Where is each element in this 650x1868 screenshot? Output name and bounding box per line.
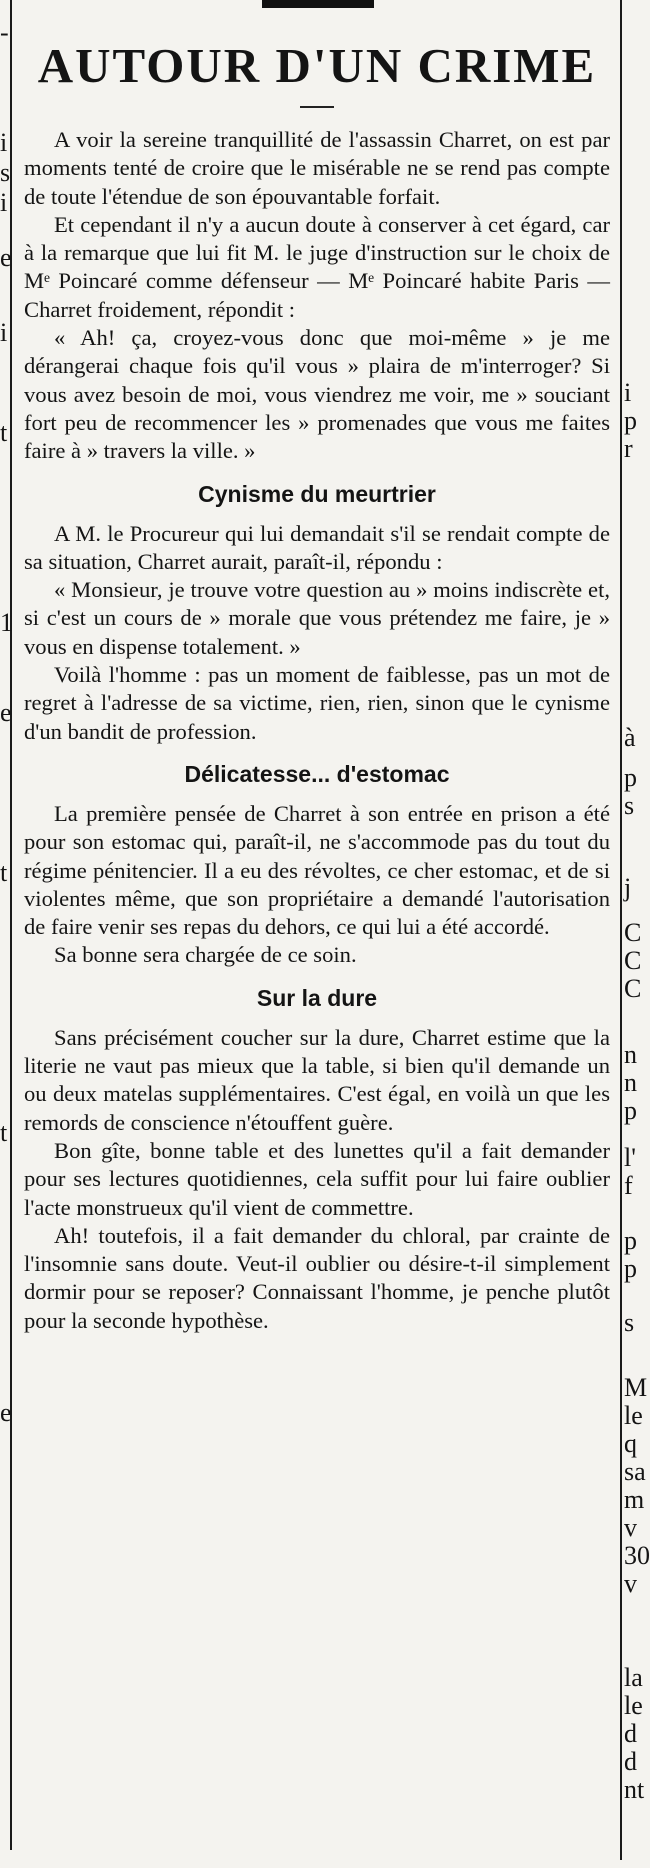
right-fragment: p xyxy=(624,1254,637,1283)
left-fragment: e xyxy=(0,698,12,727)
right-fragment: nt xyxy=(624,1775,645,1804)
article-paragraph: Voilà l'homme : pas un moment de faiblesse, pas un mot de regret à l'adresse de sa victime, rien, rien, sinon que le cynisme d'un bandit de profession. xyxy=(24,662,610,744)
right-fragment: d xyxy=(624,1747,637,1776)
section-delicatesse xyxy=(24,760,610,970)
left-fragment: t xyxy=(0,418,8,447)
left-fragment: - xyxy=(0,18,9,47)
left-fragment: t xyxy=(0,858,8,887)
left-fragment: 1 xyxy=(0,608,13,637)
left-fragment: i xyxy=(0,188,8,217)
right-fragment: p xyxy=(624,406,637,435)
quote-paragraph: « Ah! ça, croyez-vous donc que moi-même » je me dérangerai chaque fois qu'il vous » plaira de m'interroger? Si vous avez besoin de moi, vous viendrez me voir, me » souciant fort peu de recommencer les » promenades que vous me faites faire à » travers la ville. » xyxy=(24,325,610,464)
left-fragment: i xyxy=(0,318,8,347)
right-fragment: n xyxy=(624,1040,637,1069)
section-sur-la-dure xyxy=(24,984,610,1335)
article-paragraph: Et cependant il n'y a aucun doute à conserver à cet égard, car à la remarque que lui fit M. le juge d'instruction sur le choix de Mᵉ Poincaré comme défenseur — Mᵉ Poincaré habite Paris — Charret froidement, répondit : xyxy=(24,211,610,322)
section-heading: Délicatesse... d'estomac xyxy=(184,760,450,787)
right-fragment: 30 xyxy=(624,1541,650,1570)
right-fragment: la xyxy=(624,1663,643,1692)
article-paragraph: A voir la sereine tranquillité de l'assassin Charret, on est par moments tenté de croire que le misérable ne se rend pas compte de toute l'étendue de son épouvantable forfait. xyxy=(24,127,610,209)
right-fragment: p xyxy=(624,1096,637,1125)
right-fragment: à xyxy=(624,723,636,752)
right-fragment: f xyxy=(624,1171,633,1200)
right-fragment: p xyxy=(624,763,637,792)
right-fragment: C xyxy=(624,946,642,975)
article-paragraph: Sans précisément coucher sur la dure, Charret estime que la literie ne vaut pas mieux que la table, si bien qu'il demande un ou deux matelas supplémentaires. C'est égal, en voilà un que les remords de conscience n'étouffent guère. xyxy=(24,1024,610,1135)
left-fragment: i xyxy=(0,128,8,157)
right-fragment: r xyxy=(624,434,633,463)
right-fragment: p xyxy=(624,1226,637,1255)
right-fragment: v xyxy=(624,1569,637,1598)
left-fragment: s xyxy=(0,158,11,187)
right-fragment: d xyxy=(624,1719,637,1748)
left-fragment: e xyxy=(0,243,12,272)
right-fragment: le xyxy=(624,1401,643,1430)
section-heading: Sur la dure xyxy=(256,984,378,1011)
right-fragment: m xyxy=(624,1485,645,1514)
right-fragment: j xyxy=(624,873,632,902)
article-paragraph: La première pensée de Charret à son entrée en prison a été pour son estomac qui, paraît-il, ne s'accommode pas du tout du régime pénitencier. Il a eu des révoltes, ce cher estomac, et de si violentes même, que son propriétaire a demandé l'autorisation de faire venir ses repas du dehors, ce qui lui a été accordé. xyxy=(24,800,610,940)
right-fragment: s xyxy=(624,1308,635,1337)
left-fragment: e xyxy=(0,1398,12,1427)
right-fragment: le xyxy=(624,1691,643,1720)
right-fragment: C xyxy=(624,974,642,1003)
right-column-rule xyxy=(620,0,622,1860)
top-rule xyxy=(262,0,374,8)
right-fragment: n xyxy=(624,1068,637,1097)
left-column-rule xyxy=(10,0,12,1850)
article-paragraph: Ah! toutefois, il a fait demander du chloral, par crainte de l'insomnie sans doute. Veut-il oublier ou désire-t-il simplement dormir pour se reposer? Connaissant l'homme, je penche plutôt pour la seconde hypothèse. xyxy=(24,1222,610,1333)
right-fragment: v xyxy=(624,1513,637,1542)
right-fragment: s xyxy=(624,791,635,820)
quote-paragraph: « Monsieur, je trouve votre question au » moins indiscrète et, si c'est un cours de » morale que vous prétendez me faire, je » vous en dispense totalement. » xyxy=(24,577,610,659)
right-fragment: l' xyxy=(624,1143,636,1172)
right-fragment: sa xyxy=(624,1457,646,1486)
section-cynisme xyxy=(24,480,610,746)
article xyxy=(24,20,610,1335)
right-fragment: C xyxy=(624,918,642,947)
article-paragraph: Sa bonne sera chargée de ce soin. xyxy=(54,942,357,968)
right-fragment: i xyxy=(624,378,632,407)
right-fragment: M xyxy=(624,1373,648,1402)
headline-underline xyxy=(300,106,334,108)
right-fragment: q xyxy=(624,1429,637,1458)
section-heading: Cynisme du meurtrier xyxy=(198,480,436,507)
article-paragraph: A M. le Procureur qui lui demandait s'il se rendait compte de sa situation, Charret aurait, paraît-il, répondu : xyxy=(24,520,610,574)
article-headline: AUTOUR D'UN CRIME xyxy=(37,38,597,93)
article-paragraph: Bon gîte, bonne table et des lunettes qu'il a fait demander pour ses lectures quotidiennes, cela suffit pour lui faire oublier l'acte monstrueux qu'il vient de commettre. xyxy=(24,1137,610,1220)
intro-section xyxy=(24,126,610,466)
left-fragment: t xyxy=(0,1118,8,1147)
